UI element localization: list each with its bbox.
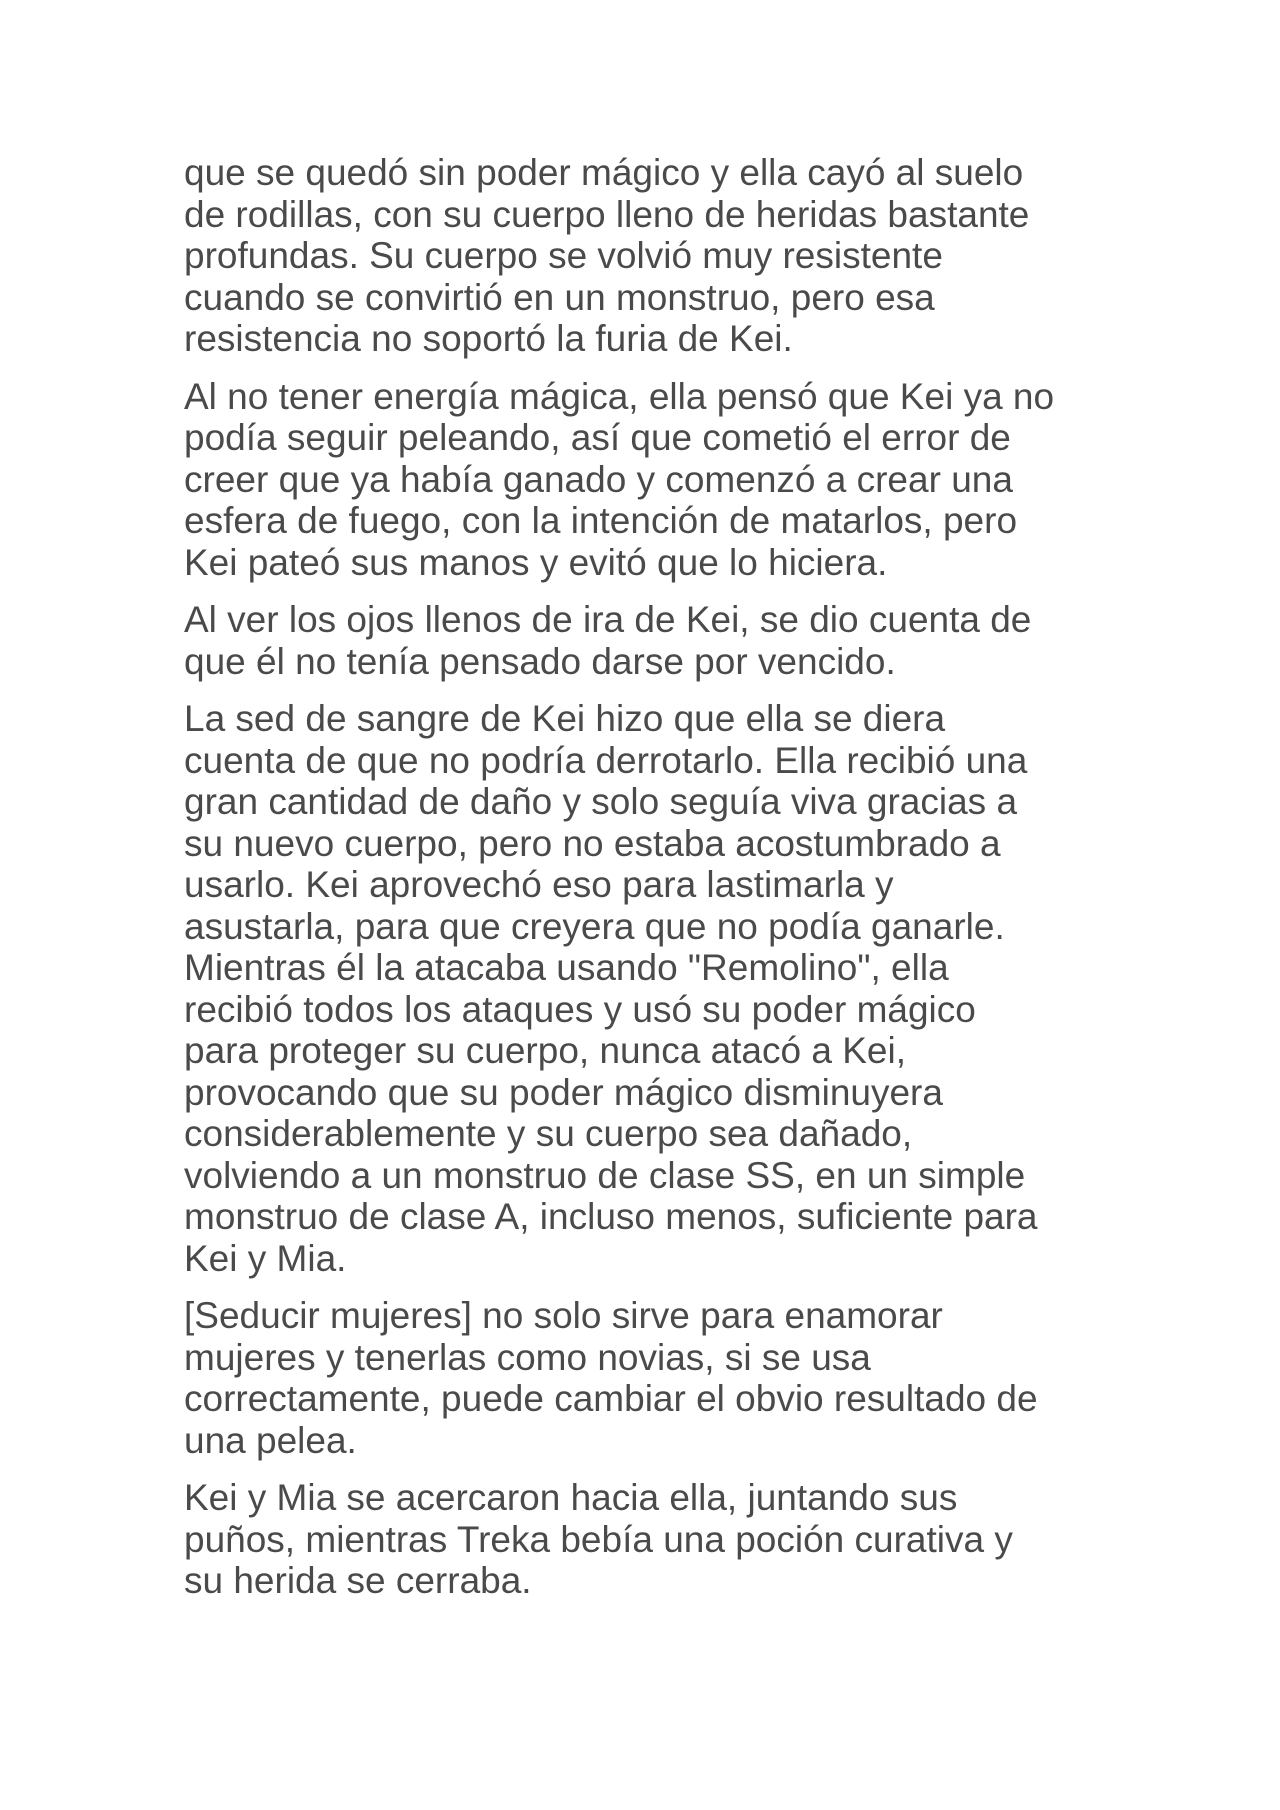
- paragraph: que se quedó sin poder mágico y ella cayó al suelo de rodillas, con su cuerpo lleno de heridas bastante profundas. Su cuerpo se volvió muy resistente cuando se convirtió en un monstruo, pero esa resistencia no soportó la furia de Kei.: [184, 152, 1030, 359]
- paragraph: La sed de sangre de Kei hizo que ella se diera cuenta de que no podría derrotarlo. Ella recibió una gran cantidad de daño y solo seguía viva gracias a su nuevo cuerpo, pero no estaba acostumbrado a usarlo. Kei aprovechó eso para lastimarla y asustarla, para que creyera que no podía ganarle. Mientras él la atacaba usando "Remolino", ella recibió todos los ataques y usó su poder mágico para proteger su cuerpo, nunca atacó a Kei, provocando que su poder mágico disminuyera considerablemente y su cuerpo sea dañado, volviendo a un monstruo de clase SS, en un simple monstruo de clase A, incluso menos, suficiente para Kei y Mia.: [184, 698, 1038, 1279]
- paragraph: Al ver los ojos llenos de ira de Kei, se dio cuenta de que él no tenía pensado darse por vencido.: [184, 599, 1032, 682]
- paragraph: [Seducir mujeres] no solo sirve para enamorar mujeres y tenerlas como novias, si se usa correctamente, puede cambiar el obvio resultado de una pelea.: [184, 1295, 1038, 1461]
- paragraph: Kei y Mia se acercaron hacia ella, juntando sus puños, mientras Treka bebía una poción curativa y su herida se cerraba.: [184, 1477, 1013, 1601]
- text-column: [184, 152, 1104, 1618]
- paragraph: Al no tener energía mágica, ella pensó que Kei ya no podía seguir peleando, así que cometió el error de creer que ya había ganado y comenzó a crear una esfera de fuego, con la intención de matarlos, pero Kei pateó sus manos y evitó que lo hiciera.: [184, 375, 1055, 583]
